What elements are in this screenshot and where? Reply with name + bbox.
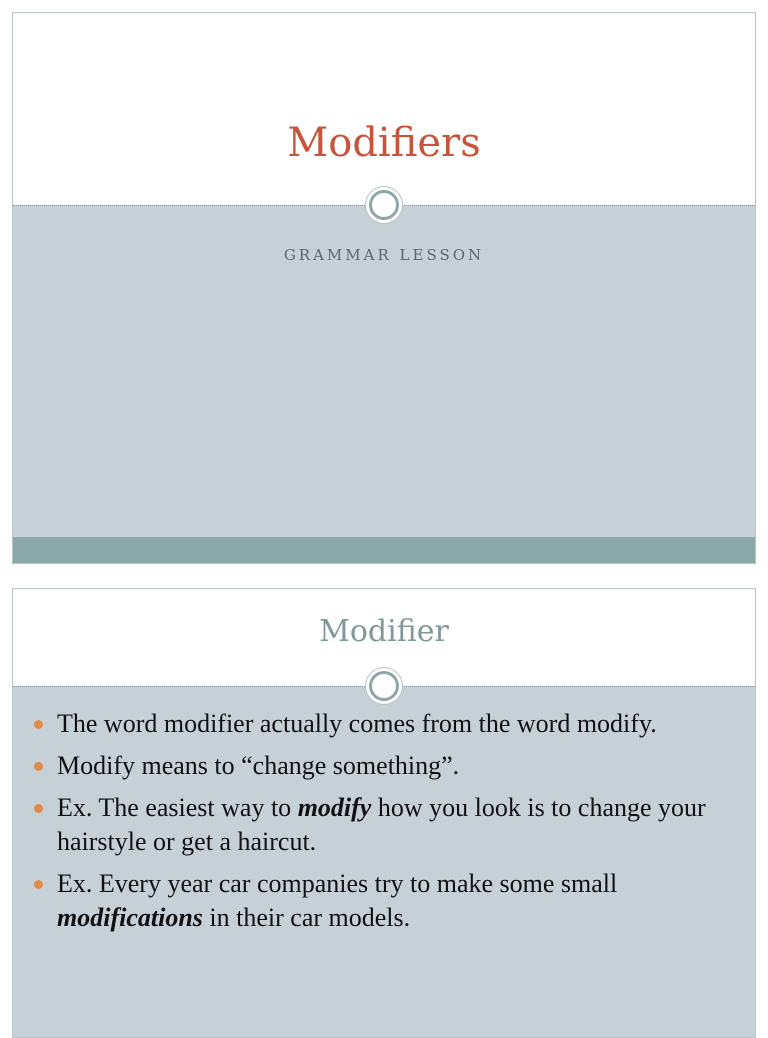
circle-ornament-icon bbox=[369, 190, 399, 220]
bullet-dot-icon bbox=[34, 720, 43, 729]
slide-content bbox=[12, 588, 756, 1038]
circle-ornament-icon bbox=[369, 671, 399, 701]
bullet-item bbox=[31, 867, 741, 935]
bullet-dot-icon bbox=[34, 804, 43, 813]
bullet-text: The word modifier actually comes from the word modify. bbox=[57, 709, 657, 738]
bullet-list bbox=[31, 707, 741, 943]
bullet-text: Ex. The easiest way to bbox=[57, 793, 298, 822]
bullet-item bbox=[31, 791, 741, 859]
slide-subtitle: GRAMMAR LESSON bbox=[283, 246, 485, 264]
bullet-text: how you look is to change your hairstyle or get a haircut. bbox=[57, 793, 706, 856]
emphasized-word: modify bbox=[297, 793, 372, 822]
slide-title-text: Modifiers bbox=[287, 120, 481, 166]
slide-header-area bbox=[13, 13, 755, 205]
bullet-dot-icon bbox=[34, 762, 43, 771]
bullet-text: in their car models. bbox=[202, 903, 411, 932]
emphasized-word: modifications bbox=[57, 903, 203, 932]
bullet-text: Ex. Every year car companies try to make some small bbox=[57, 869, 618, 898]
slide-title-text: Modifier bbox=[319, 614, 449, 649]
bullet-text: Modify means to “change something”. bbox=[57, 751, 460, 780]
footer-bar bbox=[13, 537, 755, 563]
slide-title bbox=[12, 12, 756, 564]
bullet-item bbox=[31, 707, 741, 741]
bullet-item bbox=[31, 749, 741, 783]
bullet-dot-icon bbox=[34, 880, 43, 889]
